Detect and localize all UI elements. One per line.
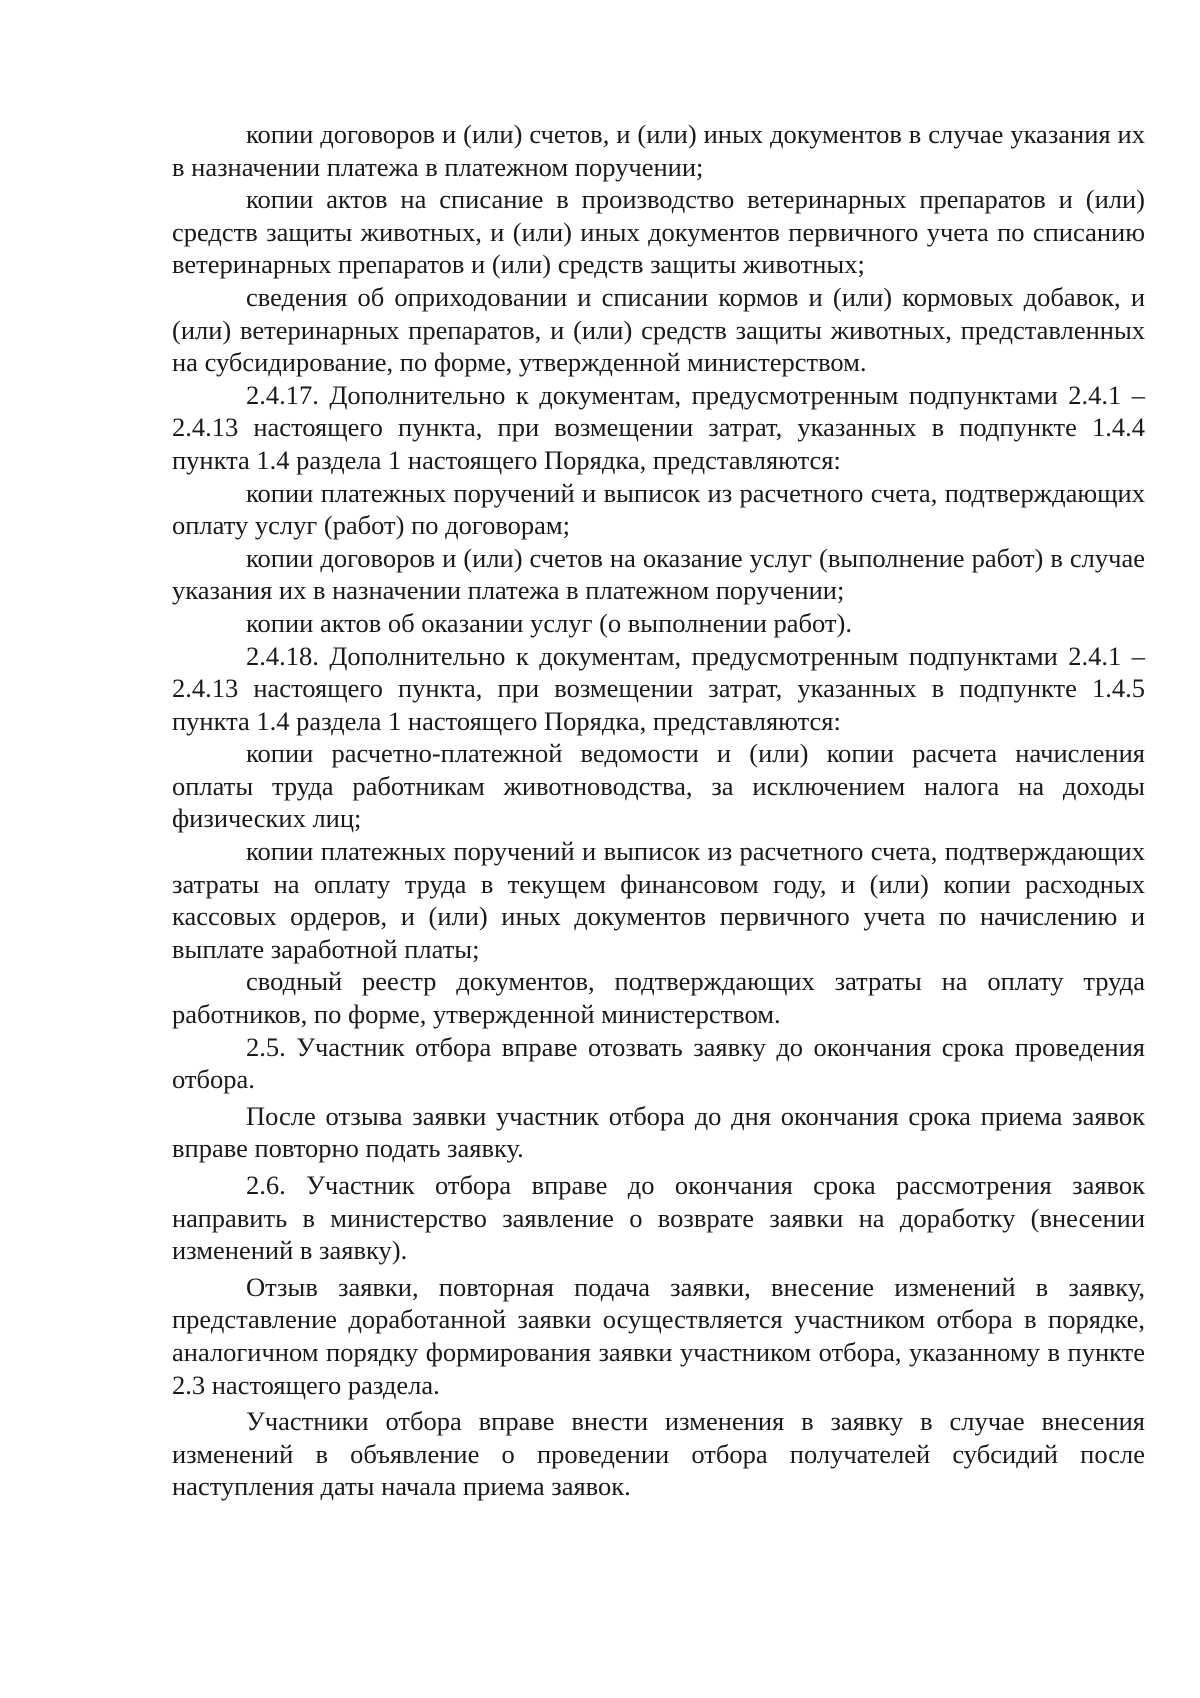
- paragraph-2-6: 2.6. Участник отбора вправе до окончания срока рассмотрения заявок направить в министерство заявление о возврате заявки на доработку (внесении изменений в заявку).: [172, 1170, 1145, 1266]
- paragraph-2-4-18: 2.4.18. Дополнительно к документам, предусмотренным подпунктами 2.4.1 – 2.4.13 настоящего пункта, при возмещении затрат, указанных в подпункте 1.4.5 пункта 1.4 раздела 1 настоящего Порядка, представляются:: [172, 640, 1145, 736]
- paragraph-payment-orders-services: копии платежных поручений и выписок из расчетного счета, подтверждающих оплату услуг (работ) по договорам;: [172, 477, 1145, 541]
- paragraph-service-contracts: копии договоров и (или) счетов на оказание услуг (выполнение работ) в случае указания их в назначении платежа в платежном поручении;: [172, 542, 1145, 606]
- paragraph-write-off-acts: копии актов на списание в производство ветеринарных препаратов и (или) средств защиты животных, и (или) иных документов первичного учета по списанию ветеринарных препаратов и (или) средств защиты животных;: [172, 184, 1145, 280]
- paragraph-2-4-17: 2.4.17. Дополнительно к документам, предусмотренным подпунктами 2.4.1 – 2.4.13 настоящего пункта, при возмещении затрат, указанных в подпункте 1.4.4 пункта 1.4 раздела 1 настоящего Порядка, представляются:: [172, 379, 1145, 475]
- document-body: [172, 118, 1145, 1503]
- paragraph-copies-contracts-invoices: копии договоров и (или) счетов, и (или) иных документов в случае указания их в назначении платежа в платежном поручении;: [172, 119, 1145, 182]
- paragraph-withdrawal-procedure: Отзыв заявки, повторная подача заявки, внесение изменений в заявку, представление доработанной заявки осуществляется участником отбора в порядке, аналогичном порядку формирования заявки участником отбора, указанному в пункте 2.3 настоящего раздела.: [172, 1271, 1145, 1400]
- paragraph-service-acts: копии актов об оказании услуг (о выполнении работ).: [246, 607, 852, 638]
- paragraph-payment-orders-labor: копии платежных поручений и выписок из расчетного счета, подтверждающих затраты на оплату труда в текущем финансовом году, и (или) копии расходных кассовых ордеров, и (или) иных документов первичного учета по начислению и выплате заработной платы;: [172, 836, 1145, 964]
- paragraph-feed-receipt-info: сведения об оприходовании и списании кормов и (или) кормовых добавок, и (или) ветеринарных препаратов, и (или) средств защиты животных, представленных на субсидирование, по форме, утвержденной министерством.: [172, 281, 1145, 378]
- paragraph-summary-register: сводный реестр документов, подтверждающих затраты на оплату труда работников, по форме, утвержденной министерством.: [172, 966, 1145, 1030]
- paragraph-after-withdrawal: После отзыва заявки участник отбора до дня окончания срока приема заявок вправе повторно подать заявку.: [172, 1100, 1145, 1164]
- paragraph-payroll-statements: копии расчетно-платежной ведомости и (или) копии расчета начисления оплаты труда работникам животноводства, за исключением налога на доходы физических лиц;: [172, 738, 1145, 834]
- paragraph-2-5: 2.5. Участник отбора вправе отозвать заявку до окончания срока проведения отбора.: [172, 1031, 1145, 1095]
- paragraph-amendment-rights: Участники отбора вправе внести изменения в заявку в случае внесения изменений в объявление о проведении отбора получателей субсидий после наступления даты начала приема заявок.: [172, 1406, 1145, 1502]
